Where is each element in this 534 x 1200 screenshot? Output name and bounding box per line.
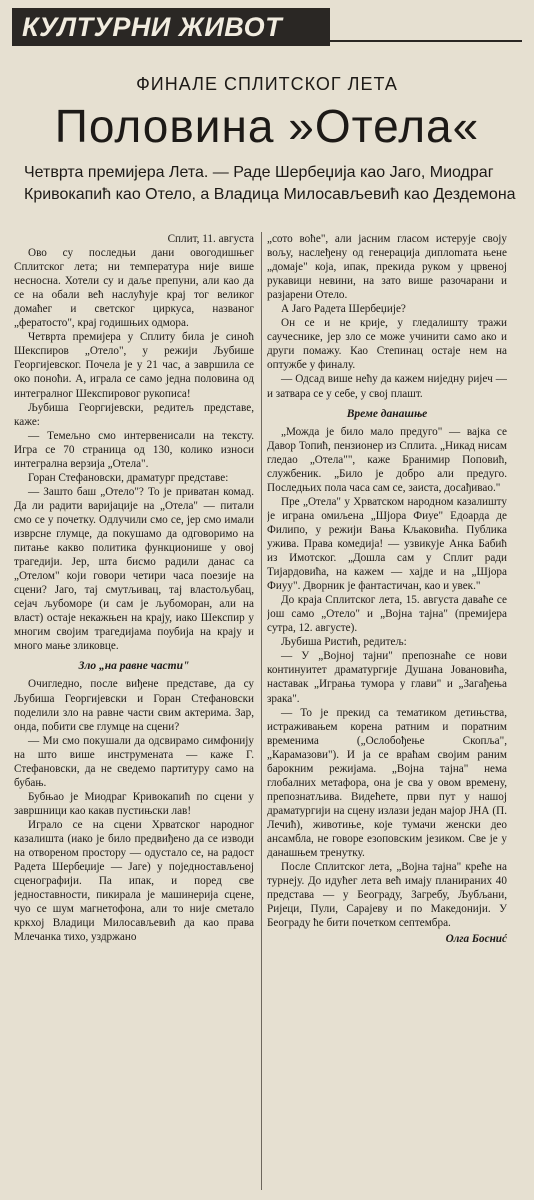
paragraph: Он се и не крије, у гледалишту тражи саучеснике, јер зло се може учинити само ако и други помажу. Као Степинац остаје нем на оптужбе у финалу. (267, 317, 507, 372)
paragraph: — То је прекид са тематиком детињства, истраживањем корена ратним и поратним временима („Ослобођење Скопља", „Карамазови"). И ја се враћам својим раним барокним режијама. „Војна тајна" нема глобалних метафора, она је сва у овом времену, препознатљива. Видећете, први пут у нашој драматургији на сцену излази један мајор ЈНА (П. Лечић), животиње, које тумачи женски део ансамбла, не говоре езоповским језиком. Све је у данашњем тренутку. (267, 706, 507, 860)
paragraph: „сото воће", али јасним гласом истерује своју вољу, наслеђену од генерација диплomата њене „домаје" која, ипак, прекида руком у црвеној рукавици невини, на зато више разочарани и разјарени Отело. (267, 233, 507, 302)
paragraph: Љубиша Ристић, редитељ: (281, 636, 407, 649)
section-rubric: КУЛТУРНИ ЖИВОТ (12, 8, 330, 46)
paragraph: Очигледно, после виђене представе, да су Љубиша Георгијевски и Горан Стефановски поделили зло на равне части свим актерима. Зар, онда, побити све глумце на сцени? (14, 678, 254, 733)
paragraph: Играло се на сцени Хрватског народног казалишта (иако је било предвиђено да се изводи на отвореном простору — одустало се, на радост Радета Шербеџије — Јаге) у поједностављеној сценографији. Па ипак, и поред све једноставности, пикирала је машинерија сцене, чуо се шум магнетофона, али то није сметало кркхој Владици Милосављевић да као права Млечанка тихо, уздржано (14, 818, 254, 944)
subhead: Време данашње (346, 407, 428, 420)
paragraph: — Зашто баш „Отело"? То је приватан комад. Да ли радити варијације на „Отела" — питали смо се у почетку. Одлучили смо се, јер смо имали изврсне глумце, да покушамо да одговоримо на питање какво политика функционише у овој трагедији. Јер, шта бисмо радили данас са „Отелом" који говори четири часа поезије на сцени? Јаго, тај смутљивац, тај властољубац, сејач љубоморе (и сам је љубоморан, али на власт) остаје некажњен на крају, иако Шекспир у многим својим трагедијама поубија на крају и много мање зликовце. (14, 485, 254, 653)
kicker: ФИНАЛЕ СПЛИТСКОГ ЛЕТА (136, 74, 398, 94)
right-column (267, 232, 507, 1190)
paragraph: — Одсад више нећу да кажем ниједну ријеч — и затвара се у себе, у свој плашт. (267, 373, 507, 400)
column-divider (261, 232, 262, 1190)
dateline: Сплит, 11. августа (167, 233, 254, 245)
headline: Половина »Отела« (54, 100, 480, 152)
subhead: Зло „на равне части" (78, 660, 190, 673)
author-signature: Олга Босниć (445, 933, 507, 946)
rubric-rule (330, 40, 522, 42)
deck: Четврта премијера Лета. — Раде Шербеџија као Јаго, Миодраг Кривокапић као Отело, а Владица Милосављевић као Дездемона (24, 164, 516, 203)
paragraph: До краја Сплитског лета, 15. августа даваће се још само „Отело" и „Војна тајна" (премијера сутра, 12. августе). (267, 594, 507, 635)
paragraph: Четврта премијера у Сплиту била је синоћ Шекспиров „Отело", у режији Љубише Георгијевског. Почела је у 21 час, а завршила се око поноћи. А, играла се само једна половина од интегралног Шекспировог рукописа! (14, 331, 254, 400)
paragraph: А Јаго Радета Шербеџије? (281, 303, 406, 316)
paragraph: Ово су последњи дани овогодишњег Сплитског лета; ни температура није више несносна. Хотели су и даље препуни, али као да се на обали већ наслућује крај тог великог домаћег и светског циркуса, названог „фератосто", крај годишњих одмора. (14, 247, 254, 330)
paragraph: — Темељно смо интервенисали на тексту. Игра се 70 страница од 130, колико износи интегрална верзија „Отела". (14, 429, 254, 470)
paragraph: Пре „Отела" у Хрватском народном казалишту је играна омиљена „Шјора Фиуе" Едоарда де Филипо, у режији Вања Кљаковића. Публика ужива. Права комедија! — узвикује Анка Бабић из Имотског. „Дошла сам у Сплит ради Тијардовића, на кажем — хајде и на „Шјора Фиуу". Дворник је фантастичан, као и увек." (267, 495, 507, 593)
paragraph: — У „Војној тајни" препознаће се нови континуитет драматургије Душана Јовановића, наставак „Играња тумора у глави" и „Загађења зрака". (267, 650, 507, 705)
paragraph: После Сплитског лета, „Војна тајна" креће на турнеју. До идућег лета већ имају планираних 40 представа — у Београду, Загребу, Љубљани, Ријеци, Пули, Сарајеву и по Македонији. У Београду ће бити почетком септембра. (267, 861, 507, 930)
paragraph: Љубиша Георгијевски, редитељ представе, каже: (14, 401, 254, 428)
paragraph: Бубњао је Миодраг Кривокапић по сцени у завршници као какав пустињски лав! (14, 790, 254, 817)
paragraph: „Можда је било мало предуго" — вајка се Давор Топић, пензионер из Сплита. „Никад нисам гледао „Отела"", каже Бранимир Поповић, службеник. „Било је добро али предуго. Последњих пола часа сам се, заиста, досађивао." (267, 425, 507, 494)
paragraph: Горан Стефановски, драматург представе: (28, 471, 229, 484)
left-column (14, 232, 254, 1190)
paragraph: — Ми смо покушали да одсвирамо симфонију на што више инструмената — каже Г. Стефановски, да не сведемо партитуру само на бубањ. (14, 734, 254, 789)
